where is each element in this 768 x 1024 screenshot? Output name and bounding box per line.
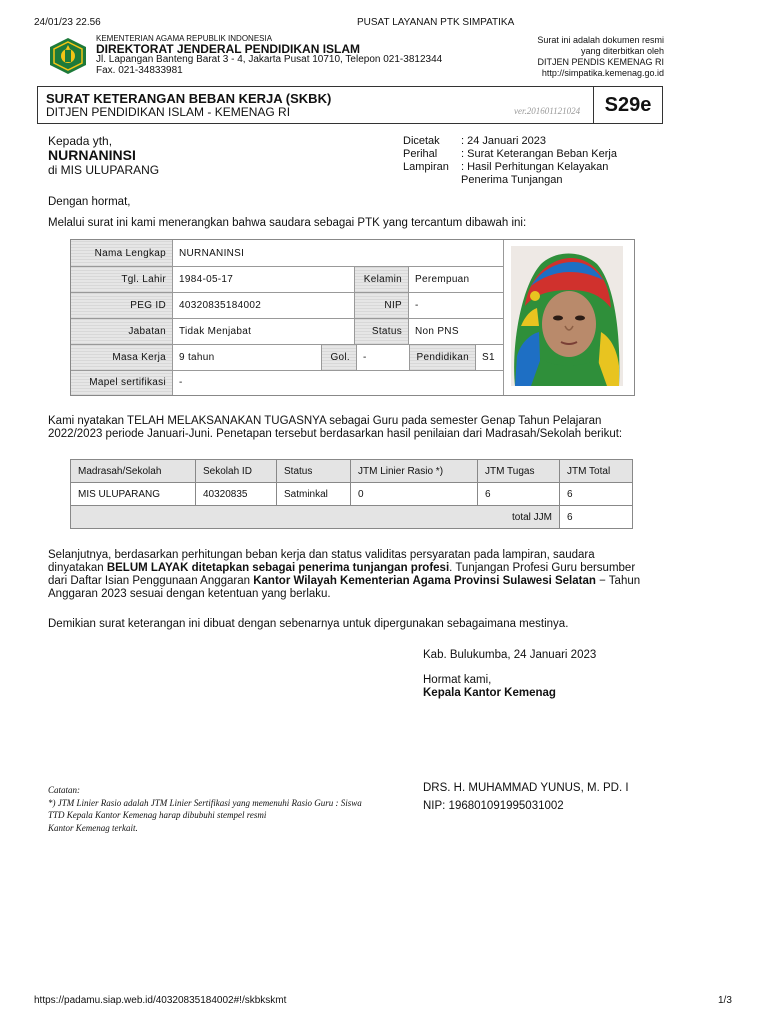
meta-value: Penerima Tunjangan xyxy=(461,174,563,186)
signer-nip: NIP: 196801091995031002 xyxy=(423,800,564,812)
notes-title: Catatan: xyxy=(48,785,81,795)
label-status: Status xyxy=(355,318,408,344)
conclusion-line: Selanjutnya, berdasarkan perhitungan beban kerja dan status validitas persyaratan pada lampiran, saudara xyxy=(48,549,595,561)
meta-label: Lampiran xyxy=(403,161,449,173)
statement-line: Kami nyatakan TELAH MELAKSANAKAN TUGASNYA sebagai Guru pada semester Genap Tahun Pelajaran xyxy=(48,415,602,427)
conclusion-line: Anggaran 2023 sesuai dengan ketentuan yang berlaku. xyxy=(48,588,331,600)
total-row xyxy=(71,506,633,529)
value-jabatan: Tidak Menjabat xyxy=(179,325,252,337)
meta-value: : 24 Januari 2023 xyxy=(461,135,547,147)
portrait-image xyxy=(511,246,623,386)
closing-text: Demikian surat keterangan ini dibuat dengan sebenarnya untuk dipergunakan sebagaimana mestinya. xyxy=(48,618,569,630)
ministry-name: KEMENTERIAN AGAMA REPUBLIK INDONESIA xyxy=(96,34,273,43)
value-status: Non PNS xyxy=(415,325,459,337)
label-jabatan: Jabatan xyxy=(71,318,172,344)
value-gol: - xyxy=(363,351,367,363)
grid-line xyxy=(71,266,503,267)
teacher-photo xyxy=(511,246,623,386)
label-kelamin: Kelamin xyxy=(355,266,408,292)
table-cell: 0 xyxy=(351,483,478,506)
grid-line xyxy=(321,344,322,370)
label-peg-id: PEG ID xyxy=(71,292,172,318)
kemenag-logo-icon xyxy=(48,37,88,75)
conclusion-line xyxy=(48,562,658,575)
label-pendidikan: Pendidikan xyxy=(409,344,475,370)
meta-value: : Surat Keterangan Beban Kerja xyxy=(461,148,617,160)
value-nip: - xyxy=(415,299,419,311)
signer-position: Kepala Kantor Kemenag xyxy=(423,687,556,699)
recipient-greeting: Kepada yth, xyxy=(48,134,113,148)
directorate-name: DIREKTORAT JENDERAL PENDIDIKAN ISLAM xyxy=(96,42,361,56)
conclusion-text: dinyatakan xyxy=(48,562,107,574)
document-version: ver.201601121024 xyxy=(514,106,581,116)
official-note xyxy=(537,35,664,79)
budget-office: Kantor Wilayah Kementerian Agama Provinsi Sulawesi Selatan xyxy=(253,575,596,587)
meta-label: Perihal xyxy=(403,148,438,160)
total-value: 6 xyxy=(560,506,633,529)
value-kelamin: Perempuan xyxy=(415,273,470,285)
conclusion-line xyxy=(48,575,658,588)
column-header: JTM Tugas xyxy=(478,460,560,483)
official-note-line: http://simpatika.kemenag.go.id xyxy=(541,68,664,78)
value-masa-kerja: 9 tahun xyxy=(179,351,215,363)
grid-line xyxy=(409,344,410,370)
grid-line xyxy=(71,370,503,371)
notes-line: Kantor Kemenag terkait. xyxy=(48,822,138,833)
column-header: Sekolah ID xyxy=(196,460,277,483)
print-page-title: PUSAT LAYANAN PTK SIMPATIKA xyxy=(357,17,515,28)
official-note-line: yang diterbitkan oleh xyxy=(580,46,664,56)
value-tgl-lahir: 1984-05-17 xyxy=(179,273,234,285)
conclusion-text: − Tahun xyxy=(595,575,641,587)
grid-line xyxy=(356,344,357,370)
table-header-row xyxy=(71,460,633,483)
label-gol: Gol. xyxy=(322,344,356,370)
address: Jl. Lapangan Banteng Barat 3 - 4, Jakarta Pusat 10710, Telepon 021-3812344 xyxy=(96,54,443,65)
grid-line xyxy=(71,318,503,319)
eligibility-status: BELUM LAYAK ditetapkan sebagai penerima tunjangan profesi xyxy=(106,562,450,574)
print-url: https://padamu.siap.web.id/40320835184002#!/skbkskmt xyxy=(34,995,287,1006)
jtm-table xyxy=(70,459,633,529)
label-nip: NIP xyxy=(355,292,408,318)
statement-line: 2022/2023 periode Januari-Juni. Penetapan tersebut berdasarkan hasil penilaian dari Madrasah/Sekolah berikut: xyxy=(48,428,623,440)
column-header: Madrasah/Sekolah xyxy=(71,460,196,483)
meta-value: : Hasil Perhitungan Kelayakan xyxy=(461,161,609,173)
label-tgl-lahir: Tgl. Lahir xyxy=(71,266,172,292)
letter-meta xyxy=(403,135,617,187)
table-cell: MIS ULUPARANG xyxy=(71,483,196,506)
grid-line xyxy=(71,344,503,345)
notes xyxy=(48,784,362,834)
column-header: JTM Linier Rasio *) xyxy=(351,460,478,483)
recipient-name: NURNANINSI xyxy=(48,147,136,163)
column-header: Status xyxy=(277,460,351,483)
statement-paragraph xyxy=(48,415,658,441)
fax: Fax. 021-34833981 xyxy=(96,65,183,76)
recipient-location: di MIS ULUPARANG xyxy=(48,163,160,177)
conclusion-text: . Tunjangan Profesi Guru bersumber xyxy=(449,562,636,574)
label-nama: Nama Lengkap xyxy=(71,240,172,266)
table-cell: Satminkal xyxy=(277,483,351,506)
table-cell: 40320835 xyxy=(196,483,277,506)
column-header: JTM Total xyxy=(560,460,633,483)
official-note-line: DITJEN PENDIS KEMENAG RI xyxy=(537,57,664,67)
grid-line xyxy=(354,266,355,344)
total-label: total JJM xyxy=(71,506,560,529)
meta-label: Dicetak xyxy=(403,135,440,147)
place-date: Kab. Bulukumba, 24 Januari 2023 xyxy=(423,649,597,661)
signer-name: DRS. H. MUHAMMAD YUNUS, M. PD. I xyxy=(423,782,629,794)
notes-line: TTD Kepala Kantor Kemenag harap dibubuhi stempel resmi xyxy=(48,810,267,820)
conclusion-text: dari Daftar Isian Penggunaan Anggaran xyxy=(48,575,254,587)
document-title: SURAT KETERANGAN BEBAN KERJA (SKBK) xyxy=(46,91,332,106)
grid-line xyxy=(503,240,504,395)
label-masa-kerja: Masa Kerja xyxy=(71,344,172,370)
print-datetime: 24/01/23 22.56 xyxy=(34,17,101,28)
grid-line xyxy=(475,344,476,370)
table-cell: 6 xyxy=(560,483,633,506)
document-title-box xyxy=(37,86,663,124)
document-subtitle: DITJEN PENDIDIKAN ISLAM - KEMENAG RI xyxy=(46,105,291,119)
label-mapel: Mapel sertifikasi xyxy=(71,370,172,395)
value-nama: NURNANINSI xyxy=(179,247,245,259)
value-pendidikan: S1 xyxy=(482,351,495,363)
regards: Hormat kami, xyxy=(423,674,492,686)
table-row xyxy=(71,483,633,506)
intro-text: Melalui surat ini kami menerangkan bahwa saudara sebagai PTK yang tercantum dibawah ini: xyxy=(48,217,527,229)
value-peg-id: 40320835184002 xyxy=(179,299,262,311)
notes-line: *) JTM Linier Rasio adalah JTM Linier Sertifikasi yang memenuhi Rasio Guru : Siswa xyxy=(48,797,362,808)
table-cell: 6 xyxy=(478,483,560,506)
official-note-line: Surat ini adalah dokumen resmi xyxy=(537,35,664,45)
grid-line xyxy=(408,266,409,344)
grid-line xyxy=(71,292,503,293)
grid-line xyxy=(172,240,173,395)
salutation: Dengan hormat, xyxy=(48,196,131,208)
print-page-number: 1/3 xyxy=(718,995,732,1006)
document-code: S29e xyxy=(593,87,662,123)
value-mapel: - xyxy=(179,377,183,388)
conclusion-paragraph xyxy=(48,549,658,601)
